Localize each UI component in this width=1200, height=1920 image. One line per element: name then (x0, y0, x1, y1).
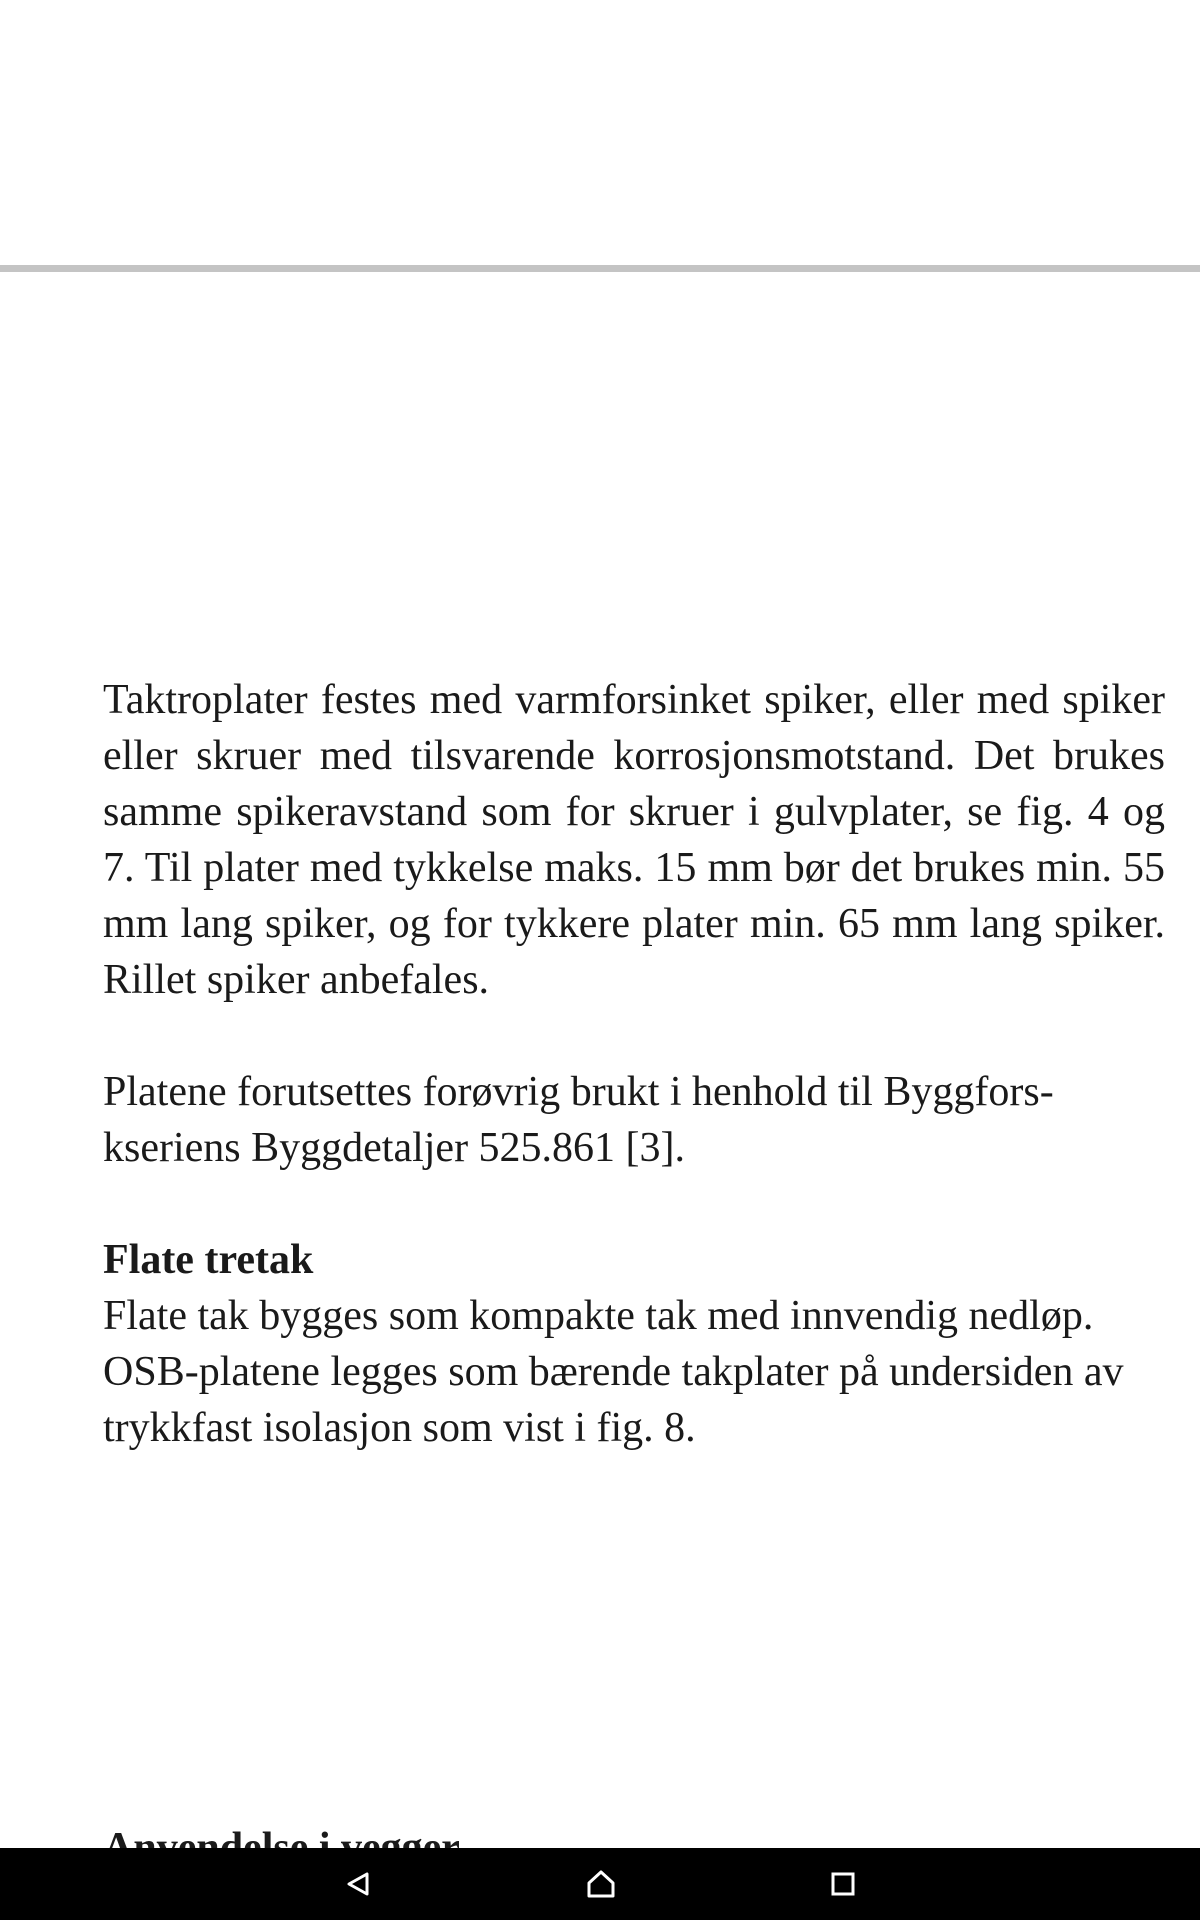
header-divider (0, 265, 1200, 272)
recents-icon (830, 1871, 856, 1897)
nav-back-button[interactable] (336, 1862, 380, 1906)
document-body (103, 672, 1165, 1512)
paragraph-fastening: Taktroplater festes med varmforsinket spiker, eller med spiker eller skruer med tilsvarende korrosjonsmotstand. Det brukes samme spikeravstand som for skruer i gulvplater, se fig. 4 og 7. Til plater med tykkelse maks. 15 mm bør det brukes min. 55 mm lang spiker, og for tykkere plater min. 65 mm lang spiker. Rillet spiker anbefales. (103, 677, 1165, 1003)
nav-recents-button[interactable] (821, 1862, 865, 1906)
paragraph-flat-roofs: Flate tak bygges som kompakte tak med innvendig nedløp. OSB-platene legges som bærende takplater på undersiden av trykkfast isolasjon som vist i fig. 8. (103, 1293, 1124, 1451)
paragraph-usage-reference: Platene forutsettes forøvrig brukt i henhold til Byggforskseriens Byggdetaljer 525.861 [3]. (103, 1069, 1054, 1171)
section-heading-flat-roofs: Flate tretak (103, 1237, 314, 1283)
system-navigation-bar (0, 1848, 1200, 1920)
home-icon (585, 1868, 617, 1900)
back-icon (343, 1869, 373, 1899)
nav-home-button[interactable] (579, 1862, 623, 1906)
